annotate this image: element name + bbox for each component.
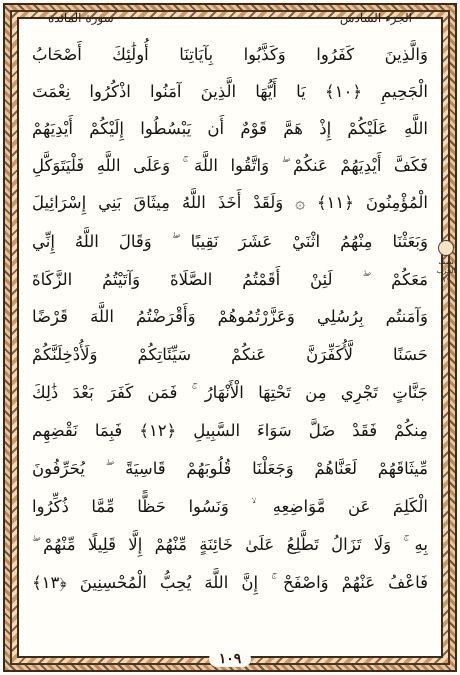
verse-line: حَسَنًا لَّأُكَفِّرَنَّ عَنكُمْ سَيِّئَاتِكُمْ وَلَأُدْخِلَنَّكُمْ [32, 345, 428, 364]
verse-line: مِنكُمْ فَقَدْ ضَلَّ سَوَاءَ السَّبِيلِ ﴿١٢﴾ فَبِمَا نَقْضِهِم [32, 421, 428, 440]
hizb-marker-label: الحزب [436, 266, 456, 275]
verse-line: وَالَّذِينَ كَفَرُوا وَكَذَّبُوا بِآيَاتِنَا أُولَٰئِكَ أَصْحَابُ [32, 45, 428, 64]
verse-line: وَآمَنتُم بِرُسُلِي وَعَزَّرْتُمُوهُمْ وَأَقْرَضْتُمُ اللَّهَ قَرْضًا [32, 307, 428, 326]
verse-line: فَاعْفُ عَنْهُمْ وَاصْفَحْ ۚ إِنَّ اللَّهَ يُحِبُّ الْمُحْسِنِينَ ﴿١٣﴾ [32, 573, 428, 592]
verse-line: الْجَحِيمِ ﴿١٠﴾ يَا أَيُّهَا الَّذِينَ آمَنُوا اذْكُرُوا نِعْمَتَ [32, 82, 428, 101]
verse-line: مِّيثَاقَهُمْ لَعَنَّاهُمْ وَجَعَلْنَا قُلُوبَهُمْ قَاسِيَةً ۖ يُحَرِّفُونَ [32, 459, 428, 478]
hizb-ornament-icon [438, 240, 454, 256]
hizb-marker-number: ١١ [442, 275, 450, 284]
verse-line: الْكَلِمَ عَن مَّوَاضِعِهِ ۙ وَنَسُوا حَظًّا مِّمَّا ذُكِّرُوا [32, 497, 428, 516]
verse-line: وَبَعَثْنَا مِنْهُمُ اثْنَيْ عَشَرَ نَقِيبًا ۖ وَقَالَ اللَّهُ إِنِّي [32, 232, 428, 251]
verse-line: الْمُؤْمِنُونَ ﴿١١﴾ ۞ وَلَقَدْ أَخَذَ اللَّهُ مِيثَاقَ بَنِي إِسْرَائِيلَ [32, 193, 428, 212]
page-number: ١٠٩ [209, 651, 252, 667]
surah-title: سورة المائدة [48, 11, 114, 25]
verse-line: بِهِ ۚ وَلَا تَزَالُ تَطَّلِعُ عَلَىٰ خَائِنَةٍ مِّنْهُمْ إِلَّا قَلِيلًا مِّنْهُمْ ۖ [32, 535, 428, 554]
page-footer [190, 649, 270, 669]
verse-text-block [32, 36, 428, 636]
hizb-marker-label: نصف [438, 257, 454, 266]
hizb-marker [436, 236, 456, 288]
juz-title: الجزء السادس [339, 11, 412, 25]
verse-line: فَكَفَّ أَيْدِيَهُمْ عَنكُمْ ۖ وَاتَّقُوا اللَّهَ ۚ وَعَلَى اللَّهِ فَلْيَتَوَكَّلِ [32, 156, 428, 175]
verse-line: مَعَكُمْ ۖ لَئِنْ أَقَمْتُمُ الصَّلَاةَ وَآتَيْتُمُ الزَّكَاةَ [32, 270, 428, 289]
verse-line: اللَّهِ عَلَيْكُمْ إِذْ هَمَّ قَوْمٌ أَن يَبْسُطُوا إِلَيْكُمْ أَيْدِيَهُمْ [32, 119, 428, 138]
page-header [26, 6, 434, 30]
verse-line: جَنَّاتٍ تَجْرِي مِن تَحْتِهَا الْأَنْهَارُ ۚ فَمَن كَفَرَ بَعْدَ ذَٰلِكَ [32, 383, 428, 402]
